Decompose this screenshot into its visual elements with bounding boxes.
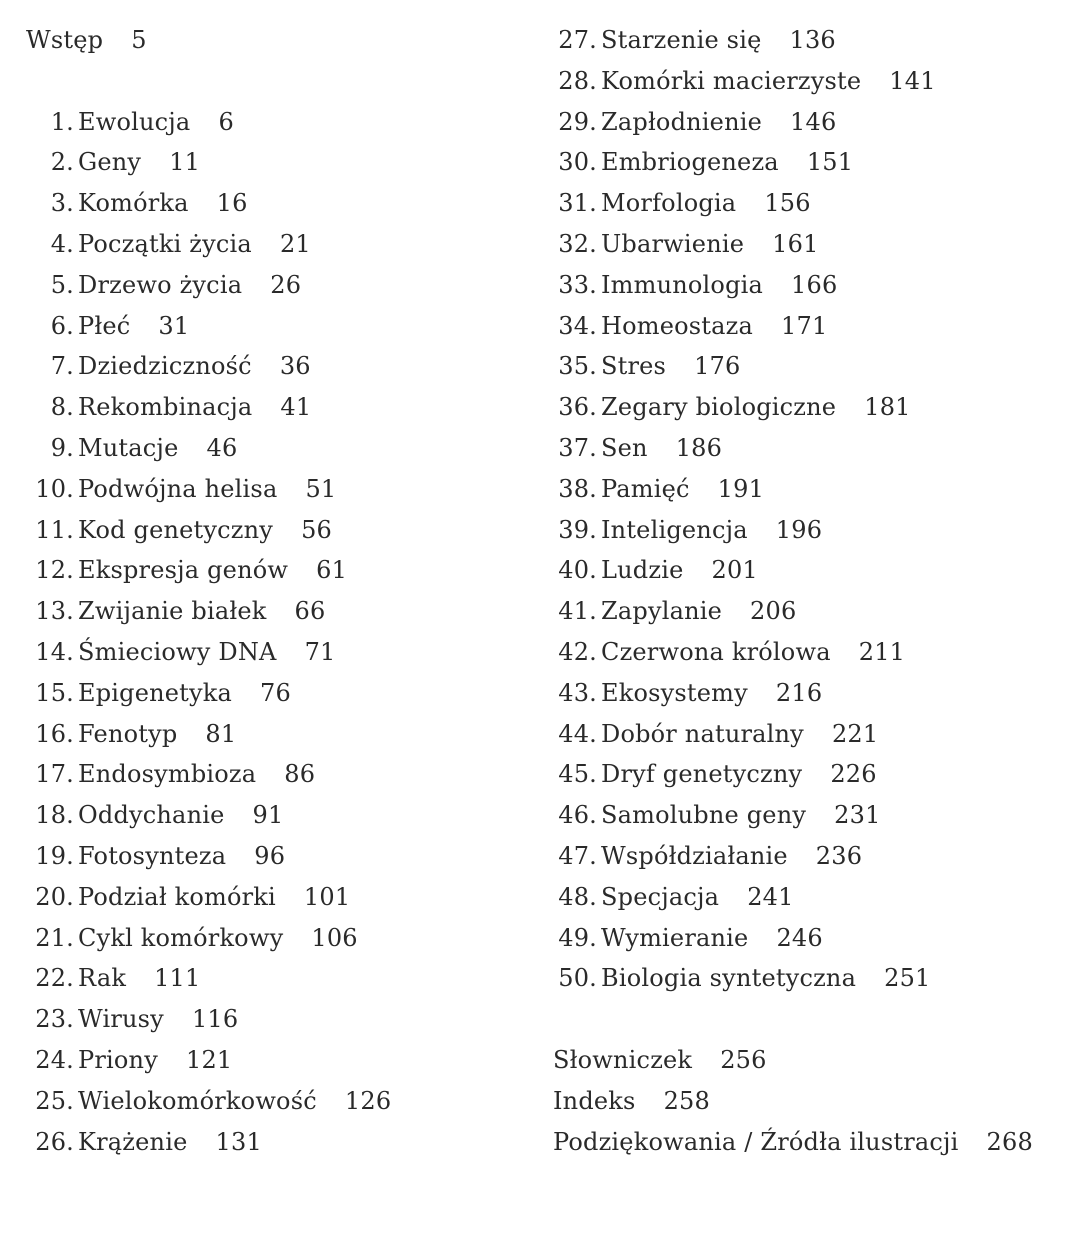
toc-entry-page: 186 bbox=[675, 433, 723, 462]
toc-entry-number: 25. bbox=[35, 1086, 74, 1115]
toc-entry-number: 7. bbox=[50, 352, 74, 381]
toc-entry bbox=[26, 428, 391, 469]
toc-chapter-list-right bbox=[553, 20, 1033, 999]
toc-entry bbox=[553, 550, 1033, 591]
toc-entry-number: 16. bbox=[35, 719, 74, 748]
toc-entry-number: 4. bbox=[50, 229, 74, 258]
toc-entry-page: 86 bbox=[284, 760, 316, 789]
toc-entry bbox=[553, 387, 1033, 428]
toc-entry-page: 76 bbox=[260, 678, 291, 707]
toc-entry-title: Morfologia bbox=[601, 189, 737, 218]
toc-entry-number: 3. bbox=[50, 189, 74, 218]
toc-entry-number: 1. bbox=[50, 107, 74, 136]
toc-entry-number: 47. bbox=[558, 841, 597, 870]
toc-entry-title: Ekspresja genów bbox=[78, 556, 289, 585]
toc-entry-page: 81 bbox=[205, 719, 237, 748]
toc-entry bbox=[553, 591, 1033, 632]
toc-entry-title: Wymieranie bbox=[601, 923, 749, 952]
toc-entry-number: 37. bbox=[558, 433, 597, 462]
toc-entry-page: 241 bbox=[747, 882, 794, 911]
toc-entry-number: 24. bbox=[35, 1045, 74, 1074]
toc-entry-number: 20. bbox=[35, 882, 74, 911]
toc-entry bbox=[553, 61, 1033, 102]
toc-entry bbox=[553, 183, 1033, 224]
toc-entry-title: Wielokomórkowość bbox=[78, 1086, 317, 1115]
toc-entry bbox=[26, 836, 391, 877]
toc-entry bbox=[26, 1040, 391, 1081]
toc-entry-number: 49. bbox=[558, 923, 597, 952]
toc-entry-title: Zwijanie białek bbox=[78, 597, 267, 626]
toc-entry bbox=[26, 1081, 391, 1122]
toc-entry bbox=[553, 469, 1033, 510]
toc-entry bbox=[553, 265, 1033, 306]
toc-entry-title: Fotosynteza bbox=[78, 841, 227, 870]
toc-entry-number: 6. bbox=[50, 311, 74, 340]
toc-entry-number: 44. bbox=[558, 719, 597, 748]
toc-entry-number: 11. bbox=[35, 515, 74, 544]
toc-entry-title: Ekosystemy bbox=[601, 678, 748, 707]
toc-entry bbox=[553, 673, 1033, 714]
toc-entry-number: 32. bbox=[558, 229, 597, 258]
toc-entry-number: 50. bbox=[558, 964, 597, 993]
toc-entry-page: 96 bbox=[254, 841, 286, 870]
toc-entry-number: 18. bbox=[35, 801, 74, 830]
toc-entry-number: 9. bbox=[50, 433, 74, 462]
toc-entry-title: Drzewo życia bbox=[78, 270, 243, 299]
toc-entry-page: 176 bbox=[694, 352, 741, 381]
toc-entry-title: Fenotyp bbox=[78, 719, 178, 748]
toc-entry-title: Zegary biologiczne bbox=[601, 393, 837, 422]
toc-entry-number: 26. bbox=[35, 1127, 74, 1156]
toc-entry-page: 56 bbox=[301, 515, 333, 544]
toc-entry-number: 45. bbox=[558, 760, 597, 789]
toc-entry-page: 258 bbox=[663, 1086, 710, 1115]
toc-entry-number: 14. bbox=[35, 637, 74, 666]
toc-entry-title: Początki życia bbox=[78, 229, 252, 258]
toc-entry-number: 15. bbox=[35, 678, 74, 707]
toc-entry-number: 21. bbox=[35, 923, 74, 952]
toc-entry-number: 39. bbox=[558, 515, 597, 544]
toc-entry bbox=[26, 306, 391, 347]
toc-entry-title: Cykl komórkowy bbox=[78, 923, 284, 952]
toc-entry bbox=[553, 102, 1033, 143]
toc-left-column bbox=[26, 20, 391, 1162]
toc-chapter-list-left bbox=[26, 102, 391, 1163]
toc-entry-page: 31 bbox=[158, 311, 190, 340]
toc-entry-number: 13. bbox=[35, 597, 74, 626]
toc-entry bbox=[26, 142, 391, 183]
toc-entry bbox=[26, 102, 391, 143]
toc-entry-title: Geny bbox=[78, 148, 142, 177]
toc-entry-title: Wstęp bbox=[26, 26, 104, 54]
toc-entry bbox=[553, 632, 1033, 673]
toc-entry-page: 231 bbox=[834, 801, 881, 830]
toc-entry bbox=[553, 918, 1033, 959]
toc-entry-number: 35. bbox=[558, 352, 597, 381]
toc-entry bbox=[26, 877, 391, 918]
toc-entry-page: 226 bbox=[830, 760, 877, 789]
toc-entry bbox=[26, 754, 391, 795]
toc-entry-page: 151 bbox=[806, 148, 854, 177]
toc-intro-entry bbox=[26, 20, 391, 61]
toc-entry-number: 29. bbox=[558, 107, 597, 136]
toc-entry-title: Ewolucja bbox=[78, 107, 191, 136]
toc-entry-page: 66 bbox=[294, 597, 326, 626]
toc-entry-number: 28. bbox=[558, 66, 597, 95]
toc-entry bbox=[553, 1040, 1033, 1081]
toc-entry-number: 19. bbox=[35, 841, 74, 870]
toc-entry-title: Komórka bbox=[78, 189, 189, 218]
toc-entry bbox=[26, 387, 391, 428]
toc-entry-page: 106 bbox=[311, 923, 358, 952]
toc-entry-page: 126 bbox=[344, 1086, 392, 1115]
toc-entry-title: Płeć bbox=[78, 311, 131, 340]
toc-entry-number: 30. bbox=[558, 148, 597, 177]
toc-entry bbox=[553, 754, 1033, 795]
toc-entry-page: 111 bbox=[154, 964, 201, 993]
toc-entry-number: 43. bbox=[558, 678, 597, 707]
toc-entry-title: Specjacja bbox=[601, 882, 720, 911]
toc-entry-page: 26 bbox=[270, 270, 302, 299]
toc-entry bbox=[553, 958, 1033, 999]
toc-entry-number: 22. bbox=[35, 964, 74, 993]
toc-entry bbox=[553, 795, 1033, 836]
toc-entry bbox=[553, 510, 1033, 551]
toc-entry-title: Rak bbox=[78, 964, 127, 993]
toc-entry-title: Wirusy bbox=[78, 1005, 164, 1034]
toc-entry bbox=[26, 1122, 391, 1163]
toc-entry-number: 17. bbox=[35, 760, 74, 789]
toc-entry-title: Współdziałanie bbox=[601, 841, 788, 870]
toc-entry-page: 171 bbox=[781, 311, 828, 340]
toc-entry-page: 46 bbox=[206, 433, 238, 462]
toc-entry-page: 121 bbox=[185, 1045, 233, 1074]
toc-entry-title: Zapylanie bbox=[601, 597, 723, 626]
toc-entry-page: 61 bbox=[316, 556, 348, 585]
toc-entry bbox=[553, 1122, 1033, 1163]
toc-entry bbox=[26, 346, 391, 387]
toc-entry-page: 251 bbox=[884, 964, 931, 993]
toc-entry-title: Starzenie się bbox=[601, 26, 762, 54]
toc-entry-title: Embriogeneza bbox=[601, 148, 779, 177]
toc-entry-title: Podział komórki bbox=[78, 882, 276, 911]
toc-entry-page: 256 bbox=[720, 1045, 767, 1074]
toc-entry-page: 161 bbox=[772, 229, 819, 258]
toc-entry-page: 268 bbox=[986, 1127, 1033, 1156]
toc-entry-title: Słowniczek bbox=[553, 1045, 693, 1074]
toc-entry-title: Czerwona królowa bbox=[601, 637, 831, 666]
toc-back-matter-list bbox=[553, 1040, 1033, 1162]
toc-entry-title: Mutacje bbox=[78, 433, 179, 462]
toc-entry-title: Stres bbox=[601, 352, 667, 381]
toc-entry-number: 34. bbox=[558, 311, 597, 340]
toc-entry-number: 36. bbox=[558, 393, 597, 422]
toc-entry-number: 31. bbox=[558, 189, 597, 218]
toc-entry-number: 48. bbox=[558, 882, 597, 911]
toc-entry bbox=[26, 918, 391, 959]
toc-entry-page: 5 bbox=[131, 26, 147, 54]
toc-entry-page: 206 bbox=[750, 597, 797, 626]
toc-entry-page: 11 bbox=[169, 148, 201, 177]
toc-entry bbox=[26, 265, 391, 306]
toc-entry-title: Epigenetyka bbox=[78, 678, 233, 707]
toc-entry-page: 6 bbox=[218, 107, 234, 136]
toc-entry bbox=[26, 632, 391, 673]
toc-entry bbox=[553, 836, 1033, 877]
toc-entry-page: 131 bbox=[215, 1127, 262, 1156]
toc-entry bbox=[553, 877, 1033, 918]
toc-entry-page: 91 bbox=[252, 801, 284, 830]
toc-entry-number: 23. bbox=[35, 1005, 74, 1034]
toc-entry-page: 156 bbox=[764, 189, 811, 218]
toc-entry-page: 36 bbox=[279, 352, 311, 381]
toc-entry-number: 41. bbox=[558, 597, 597, 626]
toc-entry-title: Krążenie bbox=[78, 1127, 188, 1156]
toc-entry bbox=[26, 183, 391, 224]
toc-entry bbox=[553, 306, 1033, 347]
toc-entry bbox=[553, 20, 1033, 61]
toc-entry-number: 40. bbox=[558, 556, 597, 585]
toc-entry-page: 16 bbox=[216, 189, 248, 218]
toc-entry-number: 33. bbox=[558, 270, 597, 299]
toc-entry bbox=[26, 510, 391, 551]
toc-entry-number: 12. bbox=[35, 556, 74, 585]
toc-entry-title: Pamięć bbox=[601, 474, 690, 503]
toc-entry-page: 101 bbox=[303, 882, 351, 911]
toc-entry-page: 51 bbox=[305, 474, 337, 503]
toc-entry-title: Homeostaza bbox=[601, 311, 754, 340]
toc-entry bbox=[26, 673, 391, 714]
toc-entry-number: 38. bbox=[558, 474, 597, 503]
toc-entry-title: Dobór naturalny bbox=[601, 719, 804, 748]
toc-entry-title: Ubarwienie bbox=[601, 229, 745, 258]
toc-entry-page: 221 bbox=[831, 719, 879, 748]
toc-entry-title: Dziedziczność bbox=[78, 352, 252, 381]
toc-entry bbox=[26, 591, 391, 632]
toc-entry bbox=[553, 224, 1033, 265]
toc-spacer bbox=[553, 999, 1033, 1040]
toc-entry-title: Rekombinacja bbox=[78, 393, 253, 422]
toc-entry bbox=[553, 1081, 1033, 1122]
toc-entry-title: Samolubne geny bbox=[601, 801, 807, 830]
toc-entry bbox=[553, 142, 1033, 183]
toc-entry-title: Komórki macierzyste bbox=[601, 66, 862, 95]
toc-entry-page: 71 bbox=[304, 637, 336, 666]
toc-entry-page: 21 bbox=[279, 229, 311, 258]
toc-entry-page: 236 bbox=[815, 841, 863, 870]
toc-entry bbox=[26, 958, 391, 999]
toc-entry-page: 191 bbox=[717, 474, 765, 503]
toc-entry bbox=[553, 714, 1033, 755]
toc-entry bbox=[26, 999, 391, 1040]
toc-entry-title: Śmieciowy DNA bbox=[78, 637, 277, 666]
toc-entry-title: Sen bbox=[601, 433, 648, 462]
toc-entry-number: 8. bbox=[50, 393, 74, 422]
toc-entry bbox=[26, 224, 391, 265]
toc-entry-page: 211 bbox=[858, 637, 906, 666]
toc-entry-number: 42. bbox=[558, 637, 597, 666]
toc-entry-title: Indeks bbox=[553, 1086, 636, 1115]
toc-entry-number: 27. bbox=[558, 26, 597, 54]
toc-entry-title: Ludzie bbox=[601, 556, 684, 585]
toc-entry bbox=[26, 714, 391, 755]
toc-entry-page: 181 bbox=[864, 393, 911, 422]
toc-entry-title: Kod genetyczny bbox=[78, 515, 274, 544]
toc-entry-page: 216 bbox=[775, 678, 823, 707]
toc-entry-number: 5. bbox=[50, 270, 74, 299]
toc-entry-page: 141 bbox=[889, 66, 936, 95]
toc-entry-title: Priony bbox=[78, 1045, 158, 1074]
toc-entry-page: 116 bbox=[191, 1005, 239, 1034]
toc-entry bbox=[553, 428, 1033, 469]
toc-right-column bbox=[553, 20, 1033, 1162]
toc-entry-title: Podziękowania / Źródła ilustracji bbox=[553, 1127, 959, 1156]
toc-entry-title: Endosymbioza bbox=[78, 760, 257, 789]
toc-entry-page: 41 bbox=[280, 393, 312, 422]
toc-entry-title: Inteligencja bbox=[601, 515, 748, 544]
toc-entry bbox=[26, 550, 391, 591]
toc-entry-page: 136 bbox=[789, 26, 836, 54]
toc-entry-title: Oddychanie bbox=[78, 801, 225, 830]
toc-entry-title: Zapłodnienie bbox=[601, 107, 763, 136]
toc-entry-page: 166 bbox=[791, 270, 838, 299]
toc-entry-title: Immunologia bbox=[601, 270, 764, 299]
toc-entry-title: Dryf genetyczny bbox=[601, 760, 803, 789]
toc-entry-number: 10. bbox=[35, 474, 74, 503]
toc-entry-page: 146 bbox=[790, 107, 837, 136]
toc-entry bbox=[26, 795, 391, 836]
toc-entry-title: Podwójna helisa bbox=[78, 474, 278, 503]
toc-entry-number: 46. bbox=[558, 801, 597, 830]
toc-entry-title: Biologia syntetyczna bbox=[601, 964, 857, 993]
toc-entry bbox=[553, 346, 1033, 387]
toc-entry-page: 246 bbox=[776, 923, 823, 952]
toc-entry-page: 196 bbox=[775, 515, 823, 544]
toc-entry-page: 201 bbox=[711, 556, 758, 585]
toc-entry bbox=[26, 469, 391, 510]
toc-entry-number: 2. bbox=[50, 148, 74, 177]
